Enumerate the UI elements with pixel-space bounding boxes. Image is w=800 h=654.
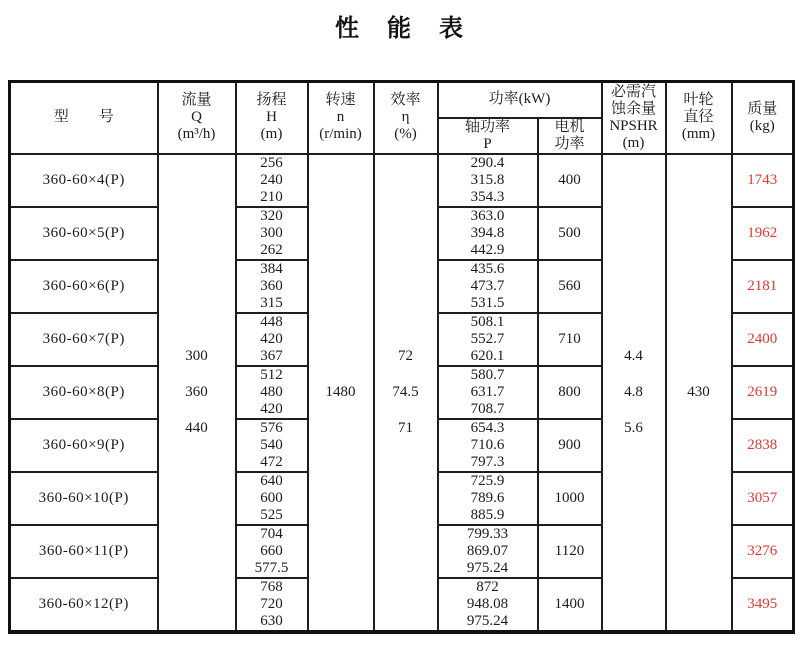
- shaft-power-value: 363.0: [470, 207, 505, 224]
- head-value: 704: [260, 525, 283, 542]
- head-value: 577.5: [254, 559, 289, 576]
- head-value: 384: [260, 260, 283, 277]
- shaft-power-value: 872: [476, 578, 499, 595]
- head-value: 240: [260, 171, 283, 188]
- efficiency-value: 72: [398, 348, 413, 364]
- table-body: [10, 154, 794, 632]
- head-value: 472: [260, 453, 283, 470]
- shaft-power-value: 725.9: [470, 472, 505, 489]
- col-header-impeller: [666, 82, 732, 154]
- npshr-merged-cell: [602, 154, 666, 632]
- head-cell: [236, 525, 308, 578]
- mass-cell: 2400: [732, 313, 794, 366]
- shaft-power-cell: [438, 207, 538, 260]
- head-value: 640: [260, 472, 283, 489]
- efficiency-value: 71: [398, 420, 413, 436]
- npshr-value: 4.8: [624, 384, 643, 400]
- table-header: [10, 82, 794, 154]
- speed-merged-cell: 1480: [308, 154, 374, 632]
- mass-cell: 2181: [732, 260, 794, 313]
- col-header-impeller-line: 直径: [683, 109, 714, 126]
- col-header-efficiency-line: η: [401, 109, 410, 126]
- col-header-npshr-line: 必需汽: [610, 83, 656, 100]
- mass-cell: 3495: [732, 578, 794, 632]
- model-cell: 360-60×11(P): [10, 525, 158, 578]
- shaft-power-value: 552.7: [470, 330, 505, 347]
- col-header-motor-power: [538, 118, 602, 154]
- head-value: 420: [260, 400, 283, 417]
- mass-cell: 1962: [732, 207, 794, 260]
- shaft-power-value: 975.24: [466, 612, 509, 629]
- efficiency-merged-cell: [374, 154, 438, 632]
- head-value: 525: [260, 506, 283, 523]
- shaft-power-value: 654.3: [470, 419, 505, 436]
- shaft-power-cell: [438, 154, 538, 207]
- shaft-power-cell: [438, 578, 538, 632]
- flow-value: 300: [185, 348, 208, 364]
- col-header-npshr-line: (m): [622, 134, 645, 151]
- model-cell: 360-60×7(P): [10, 313, 158, 366]
- head-value: 448: [260, 313, 283, 330]
- shaft-power-value: 708.7: [470, 400, 505, 417]
- model-cell: 360-60×10(P): [10, 472, 158, 525]
- col-header-power-group: 功率(kW): [438, 82, 602, 118]
- shaft-power-value: 710.6: [470, 436, 505, 453]
- motor-power-cell: 800: [538, 366, 602, 419]
- performance-table: [8, 80, 795, 634]
- col-header-impeller-line: (mm): [681, 126, 716, 143]
- impeller-merged-cell: 430: [666, 154, 732, 632]
- shaft-power-value: 789.6: [470, 489, 505, 506]
- head-cell: [236, 472, 308, 525]
- head-cell: [236, 313, 308, 366]
- shaft-power-cell: [438, 419, 538, 472]
- table-row: [10, 154, 794, 207]
- head-cell: [236, 578, 308, 632]
- head-value: 256: [260, 154, 283, 171]
- efficiency-value: 74.5: [392, 384, 419, 400]
- shaft-power-value: 975.24: [466, 559, 509, 576]
- mass-cell: 2838: [732, 419, 794, 472]
- shaft-power-value: 442.9: [470, 241, 505, 258]
- col-header-shaft-power-line: 轴功率: [464, 118, 510, 135]
- model-cell: 360-60×12(P): [10, 578, 158, 632]
- col-header-efficiency: [374, 82, 438, 154]
- head-value: 315: [260, 294, 283, 311]
- motor-power-cell: 500: [538, 207, 602, 260]
- head-cell: [236, 154, 308, 207]
- head-value: 320: [260, 207, 283, 224]
- mass-cell: 3276: [732, 525, 794, 578]
- head-value: 720: [260, 595, 283, 612]
- shaft-power-cell: [438, 313, 538, 366]
- head-value: 540: [260, 436, 283, 453]
- head-value: 512: [260, 366, 283, 383]
- head-cell: [236, 366, 308, 419]
- head-value: 576: [260, 419, 283, 436]
- model-cell: 360-60×4(P): [10, 154, 158, 207]
- head-value: 300: [260, 224, 283, 241]
- shaft-power-cell: [438, 525, 538, 578]
- head-value: 262: [260, 241, 283, 258]
- shaft-power-value: 869.07: [466, 542, 509, 559]
- shaft-power-value: 948.08: [466, 595, 509, 612]
- col-header-speed-line: 转速: [325, 92, 356, 109]
- flow-value: 440: [185, 420, 208, 436]
- col-header-flow-line: (m³/h): [177, 126, 216, 143]
- shaft-power-value: 354.3: [470, 188, 505, 205]
- flow-value: 360: [185, 384, 208, 400]
- model-cell: 360-60×9(P): [10, 419, 158, 472]
- head-value: 360: [260, 277, 283, 294]
- head-value: 420: [260, 330, 283, 347]
- motor-power-cell: 710: [538, 313, 602, 366]
- col-header-flow-line: 流量: [181, 92, 212, 109]
- head-value: 768: [260, 578, 283, 595]
- motor-power-cell: 1400: [538, 578, 602, 632]
- shaft-power-value: 290.4: [470, 154, 505, 171]
- motor-power-cell: 900: [538, 419, 602, 472]
- col-header-head: [236, 82, 308, 154]
- col-header-shaft-power-line: P: [483, 135, 492, 152]
- header-row-1: [10, 82, 794, 118]
- head-value: 630: [260, 612, 283, 629]
- shaft-power-value: 799.33: [466, 525, 509, 542]
- col-header-flow: [158, 82, 236, 154]
- shaft-power-cell: [438, 260, 538, 313]
- head-value: 660: [260, 542, 283, 559]
- shaft-power-value: 473.7: [470, 277, 505, 294]
- model-cell: 360-60×6(P): [10, 260, 158, 313]
- motor-power-cell: 1120: [538, 525, 602, 578]
- shaft-power-value: 620.1: [470, 347, 505, 364]
- motor-power-cell: 400: [538, 154, 602, 207]
- mass-cell: 3057: [732, 472, 794, 525]
- shaft-power-value: 508.1: [470, 313, 505, 330]
- head-cell: [236, 419, 308, 472]
- shaft-power-value: 531.5: [470, 294, 505, 311]
- model-cell: 360-60×5(P): [10, 207, 158, 260]
- col-header-speed: [308, 82, 374, 154]
- head-value: 210: [260, 188, 283, 205]
- col-header-efficiency-line: (%): [394, 126, 417, 143]
- shaft-power-value: 797.3: [470, 453, 505, 470]
- shaft-power-value: 435.6: [470, 260, 505, 277]
- head-value: 600: [260, 489, 283, 506]
- page-title: 性 能 表: [335, 14, 465, 42]
- head-value: 480: [260, 383, 283, 400]
- motor-power-cell: 560: [538, 260, 602, 313]
- shaft-power-cell: [438, 472, 538, 525]
- col-header-motor-power-line: 电机: [554, 118, 585, 135]
- col-header-flow-line: Q: [191, 109, 202, 126]
- col-header-mass-line: 质量: [747, 100, 778, 117]
- col-header-mass: [732, 82, 794, 154]
- head-cell: [236, 260, 308, 313]
- model-cell: 360-60×8(P): [10, 366, 158, 419]
- col-header-head-line: H: [266, 109, 277, 126]
- mass-cell: 1743: [732, 154, 794, 207]
- col-header-model: 型 号: [10, 82, 158, 154]
- flow-merged-cell: [158, 154, 236, 632]
- col-header-head-line: (m): [260, 126, 283, 143]
- col-header-speed-line: (r/min): [319, 126, 362, 143]
- col-header-shaft-power: [438, 118, 538, 154]
- col-header-head-line: 扬程: [256, 92, 287, 109]
- head-cell: [236, 207, 308, 260]
- col-header-mass-line: (kg): [749, 117, 775, 134]
- col-header-npshr-line: NPSHR: [609, 117, 658, 134]
- shaft-power-value: 394.8: [470, 224, 505, 241]
- npshr-value: 4.4: [624, 348, 643, 364]
- shaft-power-value: 885.9: [470, 506, 505, 523]
- shaft-power-value: 580.7: [470, 366, 505, 383]
- motor-power-cell: 1000: [538, 472, 602, 525]
- col-header-impeller-line: 叶轮: [683, 92, 714, 109]
- npshr-value: 5.6: [624, 420, 643, 436]
- head-value: 367: [260, 347, 283, 364]
- shaft-power-value: 315.8: [470, 171, 505, 188]
- shaft-power-cell: [438, 366, 538, 419]
- col-header-speed-line: n: [336, 109, 345, 126]
- shaft-power-value: 631.7: [470, 383, 505, 400]
- mass-cell: 2619: [732, 366, 794, 419]
- col-header-efficiency-line: 效率: [390, 92, 421, 109]
- col-header-motor-power-line: 功率: [554, 135, 585, 152]
- col-header-npshr-line: 蚀余量: [610, 100, 656, 117]
- col-header-npshr: [602, 82, 666, 154]
